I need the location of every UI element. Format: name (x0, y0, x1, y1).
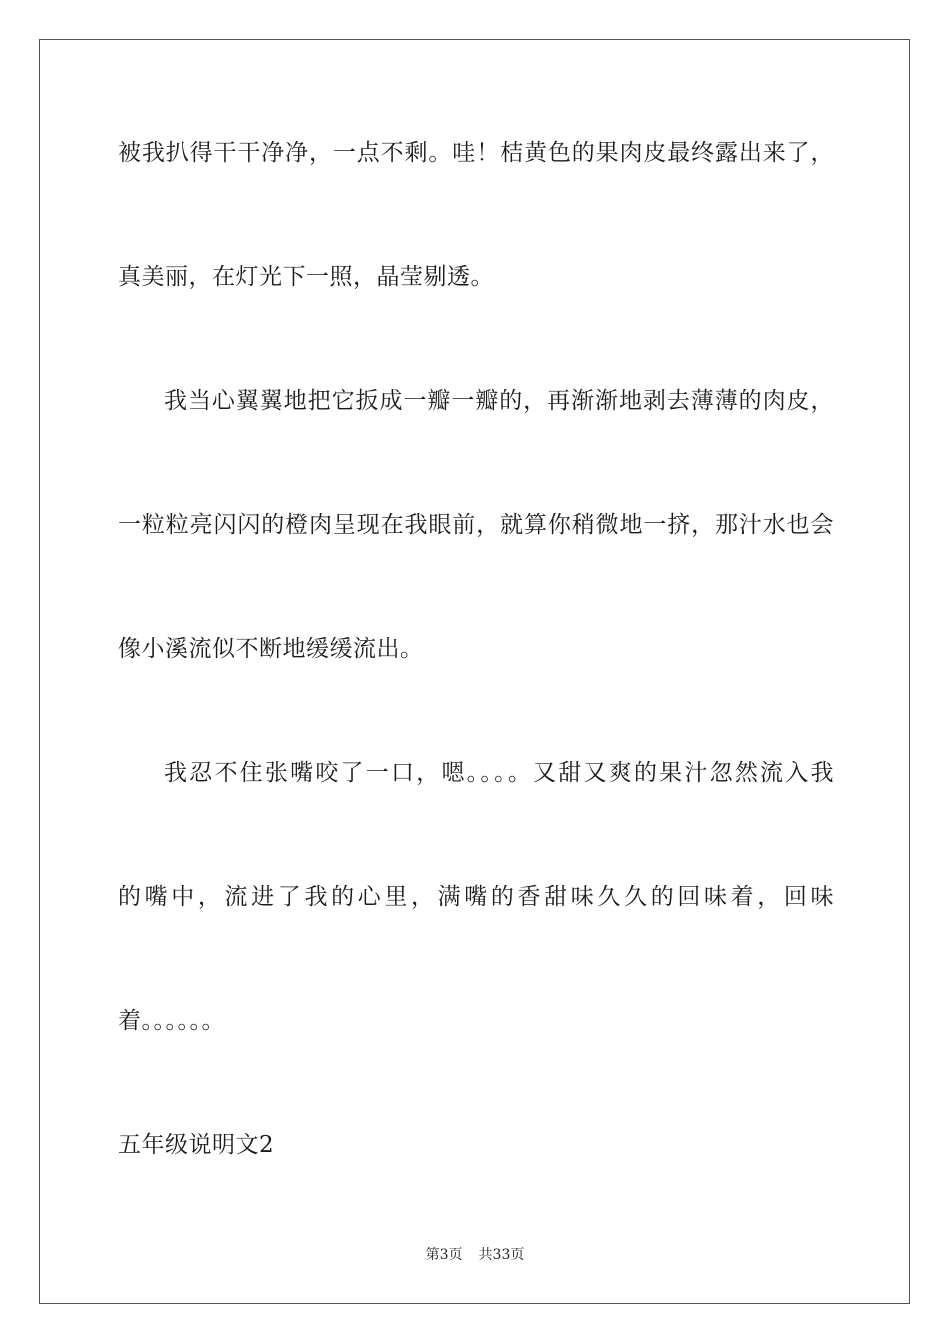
text-line: 被我扒得干干净净，一点不剩。哇！桔黄色的果肉皮最终露出来了， (118, 140, 834, 166)
text-line: 像小溪流似不断地缓缓流出。 (118, 636, 424, 662)
page-frame (39, 39, 910, 1304)
text-line: 我忍不住张嘴咬了一口，嗯。。。。又甜又爽的果汁忽然流入我 (164, 760, 834, 786)
text-line: 真美丽，在灯光下一照，晶莹剔透。 (118, 264, 494, 290)
text-line: 一粒粒亮闪闪的橙肉呈现在我眼前，就算你稍微地一挤，那汁水也会 (118, 512, 834, 538)
text-line: 的嘴中，流进了我的心里，满嘴的香甜味久久的回味着，回味 (118, 884, 834, 910)
page-footer (0, 1246, 950, 1264)
page-number: 第3页 (425, 1247, 463, 1263)
text-line: 着。。。。。。 (118, 1008, 225, 1034)
text-line: 我当心翼翼地把它扳成一瓣一瓣的，再渐渐地剥去薄薄的肉皮， (164, 388, 834, 414)
page-total: 共33页 (478, 1247, 525, 1263)
section-heading: 五年级说明文2 (118, 1132, 275, 1158)
